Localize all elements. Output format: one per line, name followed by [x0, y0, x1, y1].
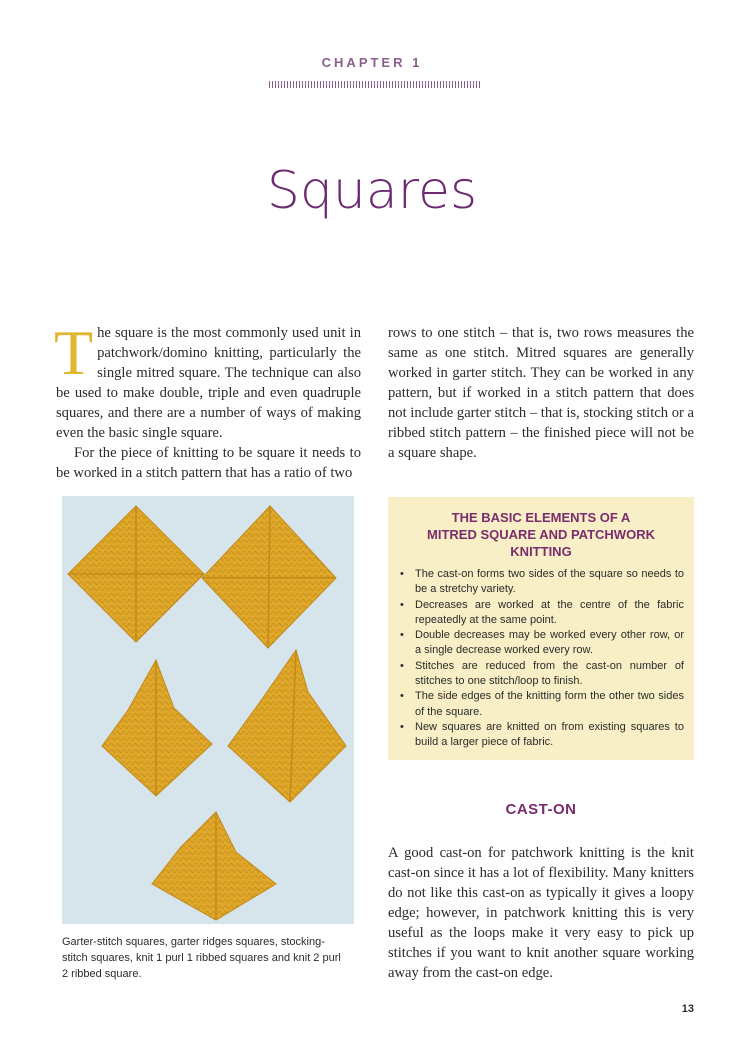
page-title: Squares [266, 161, 478, 221]
intro-paragraph-1 [54, 317, 361, 443]
intro-paragraph-1-text: he square is the most commonly used unit in patchwork/domino knitting, particularly the single mitred square. The technique can also be used to make double, triple and even quadruple squares, and there are a number of ways of making even the basic single square. [56, 325, 361, 441]
intro-text-right: rows to one stitch – that is, two rows measures the same as one stitch. Mitred squares are generally worked in garter stitch. They can be worked in any pattern, but if worked in a stitch pattern that does not include garter stitch – that is, stocking stitch or a ribbed stitch pattern – the finished piece will not be a square shape. [388, 325, 694, 461]
cast-on-heading: CAST-ON [505, 801, 577, 818]
sidebar-list-item: • The side edges of the knitting form the other two sides of the square. [400, 689, 684, 720]
sidebar-list-item: • New squares are knitted on from existing squares to build a larger piece of fabric. [400, 720, 684, 751]
chapter-divider [269, 81, 481, 88]
intro-text-left [54, 317, 361, 483]
knitted-squares-illustration [62, 496, 354, 924]
sidebar-list-item: • Double decreases may be worked every other row, or a single decrease worked every row. [400, 628, 684, 659]
sidebar-list-item: • The cast-on forms two sides of the square so needs to be a stretchy variety. [400, 567, 684, 598]
garter-stitch-square [68, 506, 204, 642]
intro-paragraph-2: For the piece of knitting to be square it needs to be worked in a stitch pattern that has a ratio of two [56, 445, 361, 481]
sidebar-list-item: • Stitches are reduced from the cast-on number of stitches to one stitch/loop to finish. [400, 659, 684, 690]
k1p1-ribbed-square [228, 650, 346, 802]
cast-on-paragraph: A good cast-on for patchwork knitting is the knit cast-on since it has a lot of flexibility. Many knitters do not like this cast-on as typically it gives a loopy edge; however, in patchwork knitting this is very useful as the loops make it very easy to pick up stitches if you want to knit another square working away from the cast-on edge. [388, 845, 694, 981]
sidebar-title-line: KNITTING [510, 544, 572, 559]
garter-ridges-square [202, 506, 336, 648]
sidebar-title [388, 509, 694, 560]
sidebar-title-line: MITRED SQUARE AND PATCHWORK [427, 527, 655, 542]
chapter-label: CHAPTER 1 [321, 55, 423, 70]
photo-caption: Garter-stitch squares, garter ridges squares, stocking-stitch squares, knit 1 purl 1 ribbed squares and knit 2 purl 2 ribbed square. [62, 936, 341, 980]
knitted-squares-photo [62, 496, 354, 924]
drop-cap: T [54, 317, 94, 388]
k2p2-ribbed-square [152, 812, 276, 920]
page-number: 13 [681, 1003, 694, 1015]
sidebar-list [400, 567, 684, 751]
basic-elements-sidebar [388, 497, 694, 760]
stocking-stitch-square [102, 660, 212, 796]
sidebar-title-line: THE BASIC ELEMENTS OF A [451, 510, 631, 525]
sidebar-list-item: • Decreases are worked at the centre of the fabric repeatedly at the same point. [400, 598, 684, 629]
